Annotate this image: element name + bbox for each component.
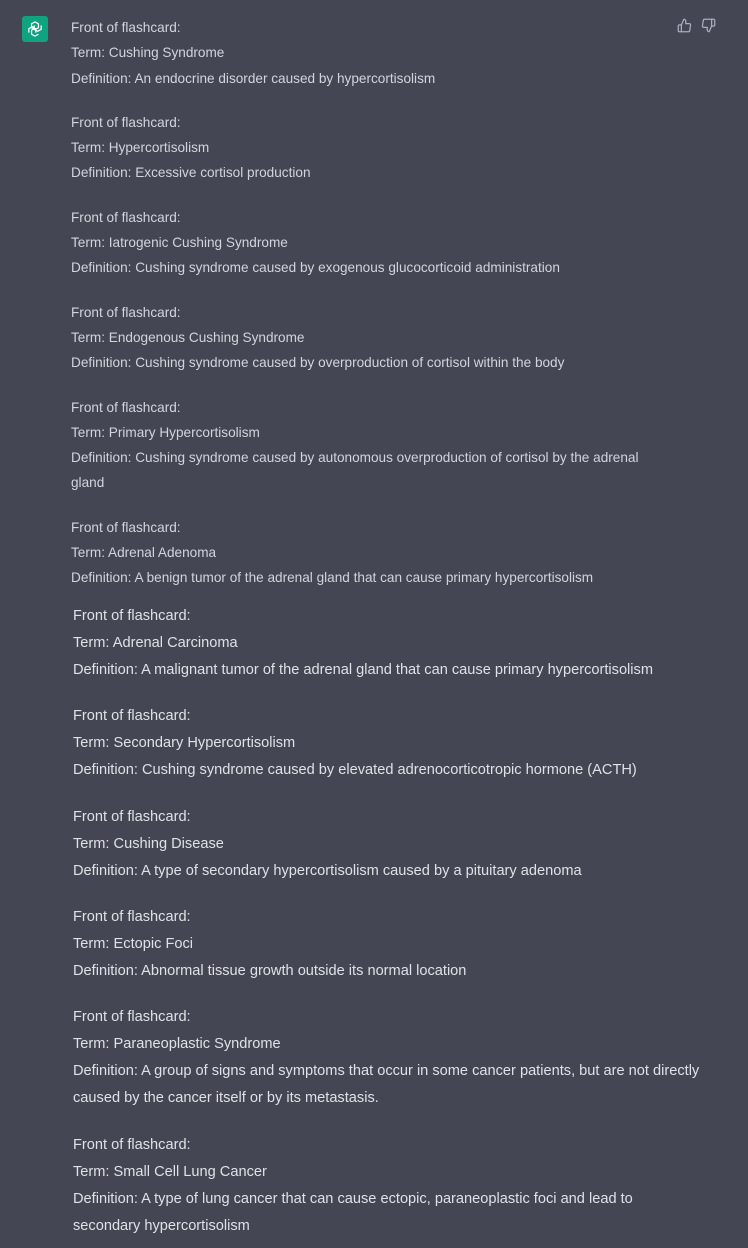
flashcard bbox=[71, 300, 711, 376]
flashcard-term: Term: Secondary Hypercortisolism bbox=[73, 735, 296, 752]
flashcard-definition: Definition: A type of secondary hypercortisolism caused by a pituitary adenoma bbox=[73, 862, 582, 879]
flashcard bbox=[71, 205, 711, 281]
flashcard-front-label: Front of flashcard: bbox=[71, 20, 181, 35]
flashcard-definition: Definition: A type of lung cancer that can cause ectopic, paraneoplastic foci and lead to secondary hypercortisolism bbox=[73, 1190, 633, 1234]
flashcard bbox=[73, 1132, 718, 1240]
flashcard-front-label: Front of flashcard: bbox=[71, 114, 181, 130]
flashcard-definition: Definition: Cushing syndrome caused by autonomous overproduction of cortisol by the adrenal gland bbox=[71, 450, 639, 491]
flashcard-term: Term: Ectopic Foci bbox=[73, 935, 194, 952]
flashcard-front-label: Front of flashcard: bbox=[71, 399, 181, 415]
flashcard-front-label: Front of flashcard: bbox=[71, 304, 181, 320]
flashcard-definition: Definition: Abnormal tissue growth outside its normal location bbox=[73, 963, 467, 980]
flashcard-definition: Definition: Cushing syndrome caused by elevated adrenocorticotropic hormone (ACTH) bbox=[73, 762, 637, 779]
flashcard-front-label: Front of flashcard: bbox=[73, 808, 191, 825]
flashcard bbox=[71, 15, 711, 91]
flashcard-definition: Definition: An endocrine disorder caused by hypercortisolism bbox=[71, 70, 436, 86]
flashcard-term: Term: Small Cell Lung Cancer bbox=[73, 1163, 267, 1180]
flashcard-definition: Definition: Cushing syndrome caused by exogenous glucocorticoid administration bbox=[71, 260, 560, 276]
flashcard bbox=[73, 603, 718, 684]
flashcard bbox=[71, 515, 711, 591]
flashcard-front-label: Front of flashcard: bbox=[71, 209, 181, 225]
flashcard-term: Term: Hypercortisolism bbox=[71, 140, 210, 156]
flashcard bbox=[73, 804, 718, 885]
flashcard-term: Term: Cushing Disease bbox=[73, 835, 224, 852]
flashcard-term: Term: Primary Hypercortisolism bbox=[71, 424, 260, 440]
flashcard-term: Term: Iatrogenic Cushing Syndrome bbox=[71, 235, 288, 251]
flashcard-term: Term: Endogenous Cushing Syndrome bbox=[71, 329, 305, 345]
flashcard-definition: Definition: Excessive cortisol production bbox=[71, 165, 311, 181]
flashcard-list-upper bbox=[71, 15, 711, 610]
openai-logo-icon bbox=[22, 16, 48, 42]
flashcard-front-label: Front of flashcard: bbox=[73, 1009, 191, 1026]
flashcard-term: Term: Adrenal Adenoma bbox=[71, 545, 217, 561]
flashcard-front-label: Front of flashcard: bbox=[73, 908, 191, 925]
flashcard-front-label: Front of flashcard: bbox=[73, 608, 191, 624]
flashcard bbox=[71, 110, 711, 186]
flashcard-term: Term: Cushing Syndrome bbox=[71, 45, 225, 61]
flashcard-definition: Definition: A malignant tumor of the adrenal gland that can cause primary hypercortisolism bbox=[73, 662, 653, 679]
flashcard-list-lower bbox=[73, 603, 718, 1248]
flashcard bbox=[73, 904, 718, 985]
flashcard bbox=[73, 703, 718, 784]
flashcard-definition: Definition: A benign tumor of the adrenal gland that can cause primary hypercortisolism bbox=[71, 570, 594, 586]
flashcard-term: Term: Paraneoplastic Syndrome bbox=[73, 1036, 281, 1053]
flashcard-front-label: Front of flashcard: bbox=[71, 519, 181, 535]
flashcard-term: Term: Adrenal Carcinoma bbox=[73, 635, 238, 652]
flashcard bbox=[73, 1004, 718, 1112]
flashcard-front-label: Front of flashcard: bbox=[73, 1136, 191, 1153]
flashcard bbox=[71, 395, 711, 496]
flashcard-definition: Definition: A group of signs and symptoms that occur in some cancer patients, but are not directly caused by the cancer itself or by its metastasis. bbox=[73, 1063, 700, 1107]
flashcard-definition: Definition: Cushing syndrome caused by overproduction of cortisol within the body bbox=[71, 355, 565, 371]
flashcard-front-label: Front of flashcard: bbox=[73, 708, 191, 725]
